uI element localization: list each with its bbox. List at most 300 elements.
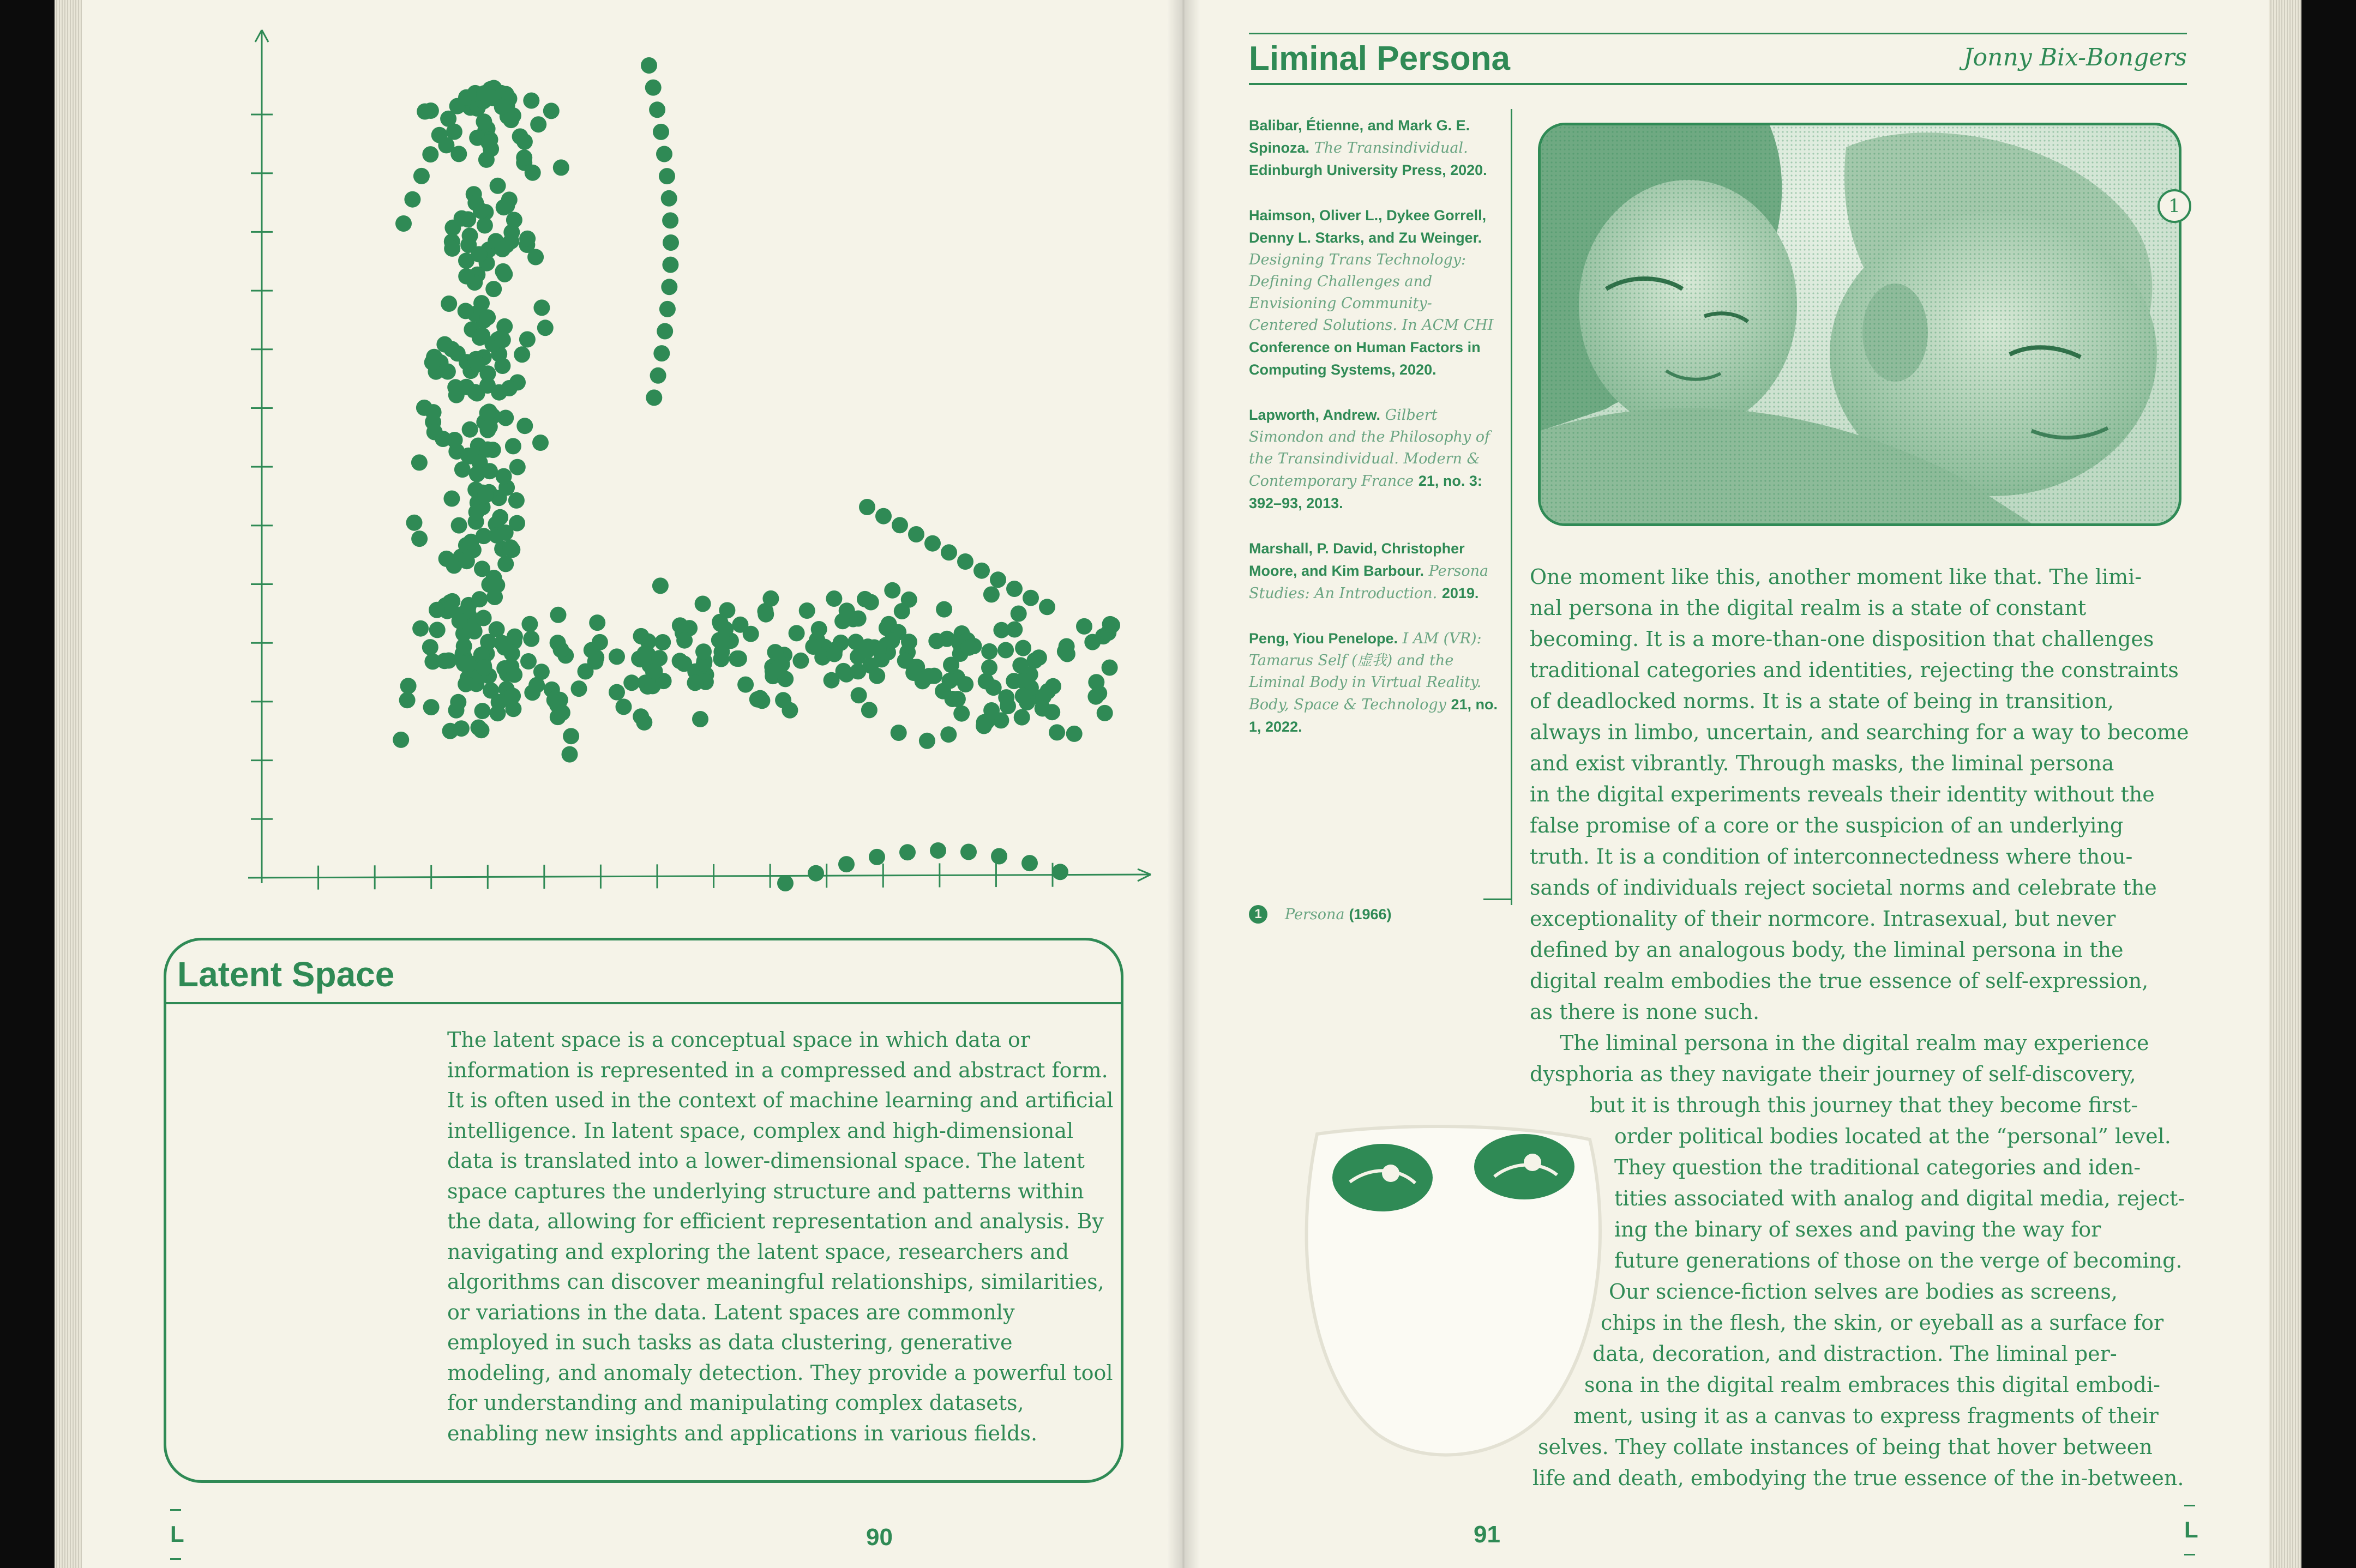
scatter-point bbox=[411, 530, 428, 547]
scatter-point bbox=[416, 400, 432, 416]
latent-space-title-rule bbox=[164, 1002, 1123, 1004]
scatter-point bbox=[659, 168, 675, 184]
chart-points bbox=[393, 57, 1120, 891]
scatter-point bbox=[919, 733, 935, 749]
scatter-point bbox=[530, 116, 546, 132]
footnote bbox=[1249, 905, 1391, 924]
scatter-point bbox=[506, 212, 522, 228]
scatter-point bbox=[412, 620, 429, 637]
scatter-point bbox=[546, 692, 563, 708]
scatter-point bbox=[494, 241, 510, 257]
scatter-point bbox=[824, 672, 840, 689]
page-edge-right bbox=[2269, 0, 2301, 1568]
scatter-point bbox=[805, 638, 821, 655]
scatter-point bbox=[1076, 618, 1092, 635]
scatter-point bbox=[474, 560, 490, 577]
scatter-point bbox=[990, 571, 1006, 588]
scatter-point bbox=[609, 648, 625, 665]
scatter-point bbox=[991, 848, 1007, 865]
scatter-point bbox=[983, 586, 1000, 602]
scatter-point bbox=[1097, 705, 1113, 721]
scatter-point bbox=[516, 149, 532, 166]
mask-illustration bbox=[1284, 1123, 1612, 1472]
scatter-point bbox=[406, 515, 423, 531]
scatter-point bbox=[863, 594, 879, 611]
scatter-point bbox=[426, 424, 443, 441]
reference-item: Peng, Yiou Penelope. I AM (VR): Tamarus Self (虚我) and the Liminal Body in Virtual Reality. Body, Space & Technology 21, no. 1, 2022. bbox=[1249, 630, 1498, 735]
scatter-point bbox=[953, 705, 970, 722]
scatter-point bbox=[527, 249, 544, 266]
scatter-point bbox=[509, 459, 526, 475]
section-letter-rule-left-bottom bbox=[170, 1558, 181, 1560]
mask-eye-left-icon bbox=[1332, 1144, 1433, 1211]
scatter-point bbox=[870, 641, 887, 658]
scatter-point bbox=[474, 327, 490, 343]
page-number-left: 90 bbox=[866, 1524, 893, 1551]
author-name: Jonny Bix-Bongers bbox=[1963, 44, 2187, 71]
scatter-point bbox=[578, 664, 594, 680]
scatter-point bbox=[859, 499, 875, 515]
scatter-point bbox=[553, 642, 569, 658]
scatter-point bbox=[1035, 701, 1051, 717]
scatter-point bbox=[589, 614, 605, 631]
scatter-point bbox=[897, 653, 913, 669]
scatter-point bbox=[497, 556, 514, 572]
scatter-point bbox=[789, 625, 805, 641]
scatter-point bbox=[981, 660, 997, 676]
body-text-line: dysphoria as they navigate their journey of self-discovery, bbox=[1530, 1062, 2136, 1086]
y-axis-arrow bbox=[262, 30, 268, 42]
page-number-right: 91 bbox=[1474, 1521, 1500, 1548]
scatter-point bbox=[473, 295, 490, 311]
scatter-point bbox=[436, 336, 453, 353]
scatter-point bbox=[486, 589, 503, 605]
scatter-point bbox=[491, 384, 507, 401]
scatter-point bbox=[717, 621, 734, 637]
scatter-point bbox=[400, 678, 417, 694]
scatter-point bbox=[650, 367, 666, 384]
y-axis-arrow bbox=[255, 30, 262, 42]
mask-eye-right-icon bbox=[1474, 1134, 1574, 1199]
body-text-line: ment, using it as a canvas to express fragments of their bbox=[1573, 1404, 2159, 1428]
scatter-point bbox=[471, 246, 487, 262]
scatter-point bbox=[423, 699, 440, 715]
scatter-point bbox=[662, 257, 678, 273]
scatter-point bbox=[431, 127, 448, 143]
photo-footnote-marker: 1 bbox=[2157, 189, 2191, 223]
scatter-point bbox=[641, 57, 657, 74]
scatter-point bbox=[957, 676, 973, 692]
scatter-point bbox=[961, 640, 977, 656]
scatter-point bbox=[523, 93, 539, 109]
scatter-point bbox=[450, 146, 467, 162]
scatter-point bbox=[462, 421, 478, 438]
footnote-marker: 1 bbox=[1249, 905, 1267, 924]
scatter-point bbox=[1031, 649, 1047, 666]
scatter-point bbox=[692, 711, 708, 727]
scatter-point bbox=[502, 539, 519, 556]
scatter-point bbox=[651, 650, 668, 666]
scatter-point bbox=[521, 616, 538, 632]
scatter-point bbox=[429, 602, 445, 618]
scatter-point bbox=[496, 468, 512, 485]
scatter-point bbox=[930, 842, 946, 859]
reference-item: Marshall, P. David, Christopher Moore, and Kim Barbour. Persona Studies: An Introduction. 2019. bbox=[1249, 540, 1489, 602]
scatter-point bbox=[978, 673, 994, 690]
scatter-point bbox=[417, 104, 433, 120]
scatter-point bbox=[661, 279, 677, 295]
scatter-point bbox=[422, 146, 438, 162]
body-text-line: but it is through this journey that they become first- bbox=[1590, 1093, 2138, 1117]
section-letter-right: L bbox=[2184, 1517, 2198, 1542]
body-text-line: truth. It is a condition of interconnectedness where thou- bbox=[1530, 845, 2133, 869]
scatter-point bbox=[1088, 674, 1104, 690]
body-text-line: One moment like this, another moment like that. The limi- bbox=[1530, 565, 2142, 589]
body-text-line: always in limbo, uncertain, and searching for a way to become bbox=[1530, 720, 2189, 744]
scatter-point bbox=[973, 563, 990, 579]
scatter-point bbox=[512, 128, 528, 144]
body-text-line: exceptionality of their normcore. Intrasexual, but never bbox=[1530, 907, 2116, 931]
scatter-point bbox=[777, 875, 794, 891]
scatter-point bbox=[1039, 599, 1055, 615]
scatter-point bbox=[482, 463, 498, 479]
scatter-point bbox=[765, 663, 781, 679]
scatter-point bbox=[662, 212, 678, 228]
scatter-point bbox=[687, 674, 704, 691]
scatter-point bbox=[869, 668, 885, 684]
scatter-point bbox=[514, 346, 530, 363]
body-text-line: future generations of those on the verge of becoming. bbox=[1614, 1249, 2183, 1273]
body-text-line: The liminal persona in the digital realm may experience bbox=[1560, 1031, 2149, 1055]
page-edge-left bbox=[55, 0, 82, 1568]
references-divider-foot bbox=[1483, 898, 1512, 900]
scatter-point bbox=[537, 319, 554, 336]
scatter-point bbox=[616, 698, 632, 715]
body-text-line: digital realm embodies the true essence of self-expression, bbox=[1530, 969, 2149, 993]
scatter-point bbox=[633, 708, 649, 725]
footnote-title: Persona bbox=[1285, 906, 1345, 923]
body-text-line: sands of individuals reject societal norms and celebrate the bbox=[1530, 876, 2157, 900]
scatter-point bbox=[957, 553, 973, 570]
scatter-point bbox=[503, 112, 519, 128]
scatter-point bbox=[649, 101, 665, 118]
scatter-point bbox=[792, 653, 809, 669]
scatter-point bbox=[767, 644, 783, 660]
scatter-point bbox=[851, 687, 867, 703]
scatter-point bbox=[939, 631, 955, 647]
scatter-point bbox=[458, 675, 474, 691]
scatter-point bbox=[553, 159, 569, 176]
scatter-point bbox=[1087, 689, 1104, 705]
scatter-point bbox=[661, 190, 677, 207]
scatter-point bbox=[838, 666, 855, 683]
x-axis bbox=[248, 875, 1151, 878]
scatter-point bbox=[1104, 617, 1120, 634]
body-text-line: sona in the digital realm embraces this digital embodi- bbox=[1584, 1373, 2160, 1397]
scatter-point bbox=[533, 299, 550, 316]
scatter-point bbox=[463, 534, 479, 550]
scatter-point bbox=[884, 632, 900, 649]
scatter-point bbox=[1066, 726, 1083, 742]
scatter-point bbox=[456, 656, 472, 672]
scatter-point bbox=[1102, 660, 1118, 676]
scatter-point bbox=[749, 691, 766, 708]
scatter-point bbox=[494, 635, 510, 651]
body-text-line: selves. They collate instances of being that hover between bbox=[1538, 1435, 2153, 1459]
photo-illustration bbox=[1541, 125, 2179, 523]
scatter-point bbox=[676, 632, 693, 649]
scatter-point bbox=[490, 178, 506, 194]
scatter-point bbox=[523, 631, 539, 647]
scatter-point bbox=[782, 702, 798, 719]
scatter-point bbox=[839, 602, 855, 619]
scatter-point bbox=[395, 215, 412, 232]
scatter-point bbox=[478, 152, 495, 168]
scatter-point bbox=[563, 728, 579, 744]
scatter-point bbox=[480, 134, 497, 150]
scatter-point bbox=[479, 309, 496, 325]
scatter-point bbox=[729, 650, 745, 667]
scatter-point bbox=[468, 504, 485, 520]
scatter-point bbox=[477, 218, 493, 234]
scatter-point bbox=[695, 596, 711, 612]
scatter-point bbox=[1015, 688, 1031, 704]
scatter-point bbox=[1006, 581, 1023, 597]
body-text-line: tities associated with analog and digital media, reject- bbox=[1614, 1186, 2185, 1210]
scatter-point bbox=[960, 844, 977, 860]
scatter-point bbox=[942, 673, 958, 689]
section-letter-rule-left-top bbox=[170, 1509, 181, 1511]
scatter-point bbox=[998, 689, 1014, 705]
references-list bbox=[1249, 114, 1500, 761]
scatter-point bbox=[550, 607, 567, 623]
scatter-point bbox=[976, 718, 992, 734]
scatter-point bbox=[490, 705, 506, 721]
scatter-point bbox=[393, 732, 409, 748]
body-text-line: becoming. It is a more-than-one disposition that challenges bbox=[1530, 627, 2154, 651]
section-letter-rule-right-top bbox=[2184, 1505, 2195, 1506]
reference-item: Lapworth, Andrew. Gilbert Simondon and the Philosophy of the Transindividual. Modern & Contemporary France 21, no. 3: 392–93, 2013. bbox=[1249, 407, 1490, 511]
scatter-point bbox=[1052, 864, 1068, 880]
scatter-point bbox=[483, 683, 499, 699]
scatter-point bbox=[485, 281, 502, 297]
latent-space-title: Latent Space bbox=[177, 955, 395, 994]
scatter-point bbox=[462, 227, 478, 244]
scatter-point bbox=[799, 602, 815, 619]
body-text-line: and exist vibrantly. Through masks, the liminal persona bbox=[1530, 751, 2114, 775]
body-text-line: defined by an analogous body, the liminal persona in the bbox=[1530, 938, 2124, 962]
scatter-point bbox=[519, 231, 536, 247]
body-text-line: chips in the flesh, the skin, or eyeball as a surface for bbox=[1601, 1311, 2164, 1335]
scatter-point bbox=[1012, 657, 1029, 673]
scatter-point bbox=[588, 649, 604, 666]
scatter-point bbox=[941, 544, 957, 560]
scatter-point bbox=[945, 691, 961, 707]
body-text-line: traditional categories and identities, rejecting the constraints bbox=[1530, 658, 2179, 682]
scatter-point bbox=[452, 613, 468, 629]
scatter-point bbox=[908, 526, 924, 542]
scatter-point bbox=[422, 639, 438, 655]
scatter-point bbox=[1014, 672, 1031, 689]
body-text-line: order political bodies located at the “personal” level. bbox=[1614, 1124, 2171, 1148]
x-axis-arrow bbox=[1138, 875, 1151, 881]
scatter-point bbox=[453, 720, 470, 737]
scatter-point bbox=[659, 301, 676, 317]
header-rule-top bbox=[1249, 33, 2187, 34]
scatter-point bbox=[473, 722, 490, 738]
scatter-point bbox=[533, 664, 550, 680]
scatter-point bbox=[1014, 709, 1030, 726]
latent-space-scatter-chart bbox=[153, 16, 1178, 938]
scatter-point bbox=[762, 590, 779, 607]
scatter-point bbox=[1011, 606, 1027, 622]
scatter-point bbox=[424, 354, 441, 371]
scatter-point bbox=[436, 653, 453, 669]
header-rule-bottom bbox=[1249, 83, 2187, 85]
scatter-point bbox=[869, 849, 885, 865]
scatter-point bbox=[645, 80, 662, 96]
scatter-point bbox=[1015, 640, 1031, 656]
scatter-point bbox=[1049, 724, 1065, 740]
scatter-point bbox=[936, 601, 952, 618]
chart-axes bbox=[248, 30, 1151, 890]
body-text-line: Our science-fiction selves are bodies as screens, bbox=[1609, 1280, 2118, 1304]
scatter-point bbox=[477, 487, 494, 503]
scatter-point bbox=[732, 617, 748, 633]
reference-item: Haimson, Oliver L., Dykee Gorrell, Denny L. Starks, and Zu Weinger. Designing Trans Technology: Defining Challenges and Envisioning Community-Centered Solutions. In ACM CHI Conference on Human Factors in Computing Systems, 2020. bbox=[1249, 207, 1494, 378]
scatter-point bbox=[562, 746, 578, 763]
scatter-point bbox=[451, 517, 467, 534]
scatter-point bbox=[891, 725, 907, 741]
scatter-point bbox=[1057, 643, 1073, 660]
scatter-point bbox=[875, 508, 892, 524]
scatter-point bbox=[476, 610, 492, 626]
body-text-line: false promise of a core or the suspicion of an underlying bbox=[1530, 813, 2124, 837]
scatter-point bbox=[758, 606, 774, 623]
body-text-line: They question the traditional categories and iden- bbox=[1614, 1155, 2141, 1179]
scatter-point bbox=[482, 419, 498, 435]
scatter-point bbox=[495, 332, 511, 348]
scatter-point bbox=[458, 303, 474, 319]
scatter-point bbox=[981, 643, 997, 660]
scatter-point bbox=[940, 726, 957, 743]
scatter-point bbox=[663, 234, 679, 251]
scatter-point bbox=[519, 331, 536, 348]
scatter-point bbox=[459, 553, 475, 569]
scatter-point bbox=[654, 634, 671, 650]
scatter-point bbox=[508, 492, 525, 509]
scatter-point bbox=[571, 680, 587, 697]
reference-item: Balibar, Étienne, and Mark G. E. Spinoza. The Transindividual. Edinburgh University Press, 2020. bbox=[1249, 117, 1487, 178]
scatter-point bbox=[505, 438, 521, 454]
scatter-point bbox=[653, 345, 670, 361]
references-divider bbox=[1511, 109, 1512, 905]
scatter-point bbox=[899, 844, 916, 860]
scatter-point bbox=[623, 674, 640, 691]
section-letter-rule-right-bottom bbox=[2184, 1554, 2195, 1555]
scatter-point bbox=[447, 379, 464, 395]
scatter-point bbox=[532, 435, 549, 451]
scatter-point bbox=[997, 642, 1014, 659]
scatter-point bbox=[646, 389, 662, 406]
scatter-point bbox=[479, 405, 496, 421]
scatter-point bbox=[657, 323, 673, 340]
x-axis-arrow bbox=[1138, 869, 1151, 875]
body-text-line: of deadlocked norms. It is a state of being in transition, bbox=[1530, 689, 2114, 713]
body-text-line: as there is none such. bbox=[1530, 1000, 1760, 1024]
scatter-point bbox=[476, 660, 492, 676]
scatter-point bbox=[516, 418, 533, 434]
scatter-point bbox=[496, 266, 513, 282]
scatter-point bbox=[399, 692, 416, 708]
scatter-point bbox=[456, 638, 472, 654]
scatter-point bbox=[474, 703, 491, 719]
scatter-point bbox=[993, 622, 1009, 638]
scatter-point bbox=[1023, 590, 1039, 606]
scatter-point bbox=[808, 865, 824, 882]
scatter-point bbox=[838, 856, 855, 872]
scatter-point bbox=[653, 124, 669, 140]
scatter-point bbox=[826, 646, 843, 662]
scatter-point bbox=[656, 146, 672, 162]
scatter-point bbox=[444, 240, 460, 257]
scatter-point bbox=[438, 551, 455, 567]
scatter-point bbox=[901, 592, 917, 608]
scatter-point bbox=[413, 168, 430, 184]
scatter-point bbox=[924, 535, 941, 552]
scatter-point bbox=[411, 454, 428, 471]
body-text-line: data, decoration, and distraction. The liminal per- bbox=[1592, 1342, 2117, 1366]
latent-space-body: The latent space is a conceptual space in which data or information is represented in a compressed and abstract form. It is often used in the context of machine learning and artificial intelligence. In latent space, complex and high-dimensional data is translated into a lower-dimensional space. The latent space captures the underlying structure and patterns within the data, allowing for efficient representation and analysis. By navigating and exploring the latent space, researchers and algorithms can discover meaningful relationships, similarities, or variations in the data. Latent spaces are commonly employed in such tasks as data clustering, generative modeling, and anomaly detection. They provide a powerful tool for understanding and manipulating complex datasets, enabling new insights and applications in various fields. bbox=[447, 1028, 1114, 1445]
scatter-point bbox=[737, 677, 754, 693]
persona-film-still-photo bbox=[1538, 123, 2181, 526]
scatter-point bbox=[404, 191, 420, 208]
scatter-point bbox=[993, 712, 1009, 728]
scatter-point bbox=[652, 577, 669, 594]
scatter-point bbox=[826, 590, 842, 607]
scatter-point bbox=[884, 582, 900, 599]
scatter-point bbox=[497, 524, 514, 541]
scatter-point bbox=[520, 653, 537, 670]
scatter-point bbox=[504, 687, 521, 704]
scatter-point bbox=[901, 634, 917, 650]
scatter-point bbox=[543, 102, 560, 119]
scatter-point bbox=[476, 113, 492, 130]
scatter-point bbox=[672, 653, 688, 669]
scatter-point bbox=[429, 622, 446, 638]
scatter-point bbox=[609, 684, 625, 701]
scatter-point bbox=[498, 197, 515, 214]
scatter-point bbox=[470, 356, 486, 372]
section-letter-left: L bbox=[170, 1521, 184, 1547]
scatter-point bbox=[892, 517, 908, 533]
scatter-point bbox=[695, 643, 712, 660]
body-text-line: in the digital experiments reveals their identity without the bbox=[1530, 782, 2155, 806]
page-title: Liminal Persona bbox=[1249, 40, 1510, 77]
scatter-point bbox=[450, 694, 466, 710]
scatter-point bbox=[443, 491, 460, 507]
body-text-line: life and death, embodying the true essence of the in-between. bbox=[1532, 1466, 2184, 1490]
scatter-point bbox=[473, 203, 489, 219]
scatter-point bbox=[506, 667, 522, 683]
scatter-point bbox=[441, 295, 457, 312]
body-text-line: nal persona in the digital realm is a state of constant bbox=[1530, 596, 2087, 620]
scatter-point bbox=[861, 702, 878, 718]
scatter-point bbox=[458, 268, 474, 285]
footnote-year: (1966) bbox=[1349, 906, 1392, 922]
scatter-point bbox=[1021, 855, 1038, 871]
body-text-line: ing the binary of sexes and paving the way for bbox=[1614, 1217, 2101, 1241]
